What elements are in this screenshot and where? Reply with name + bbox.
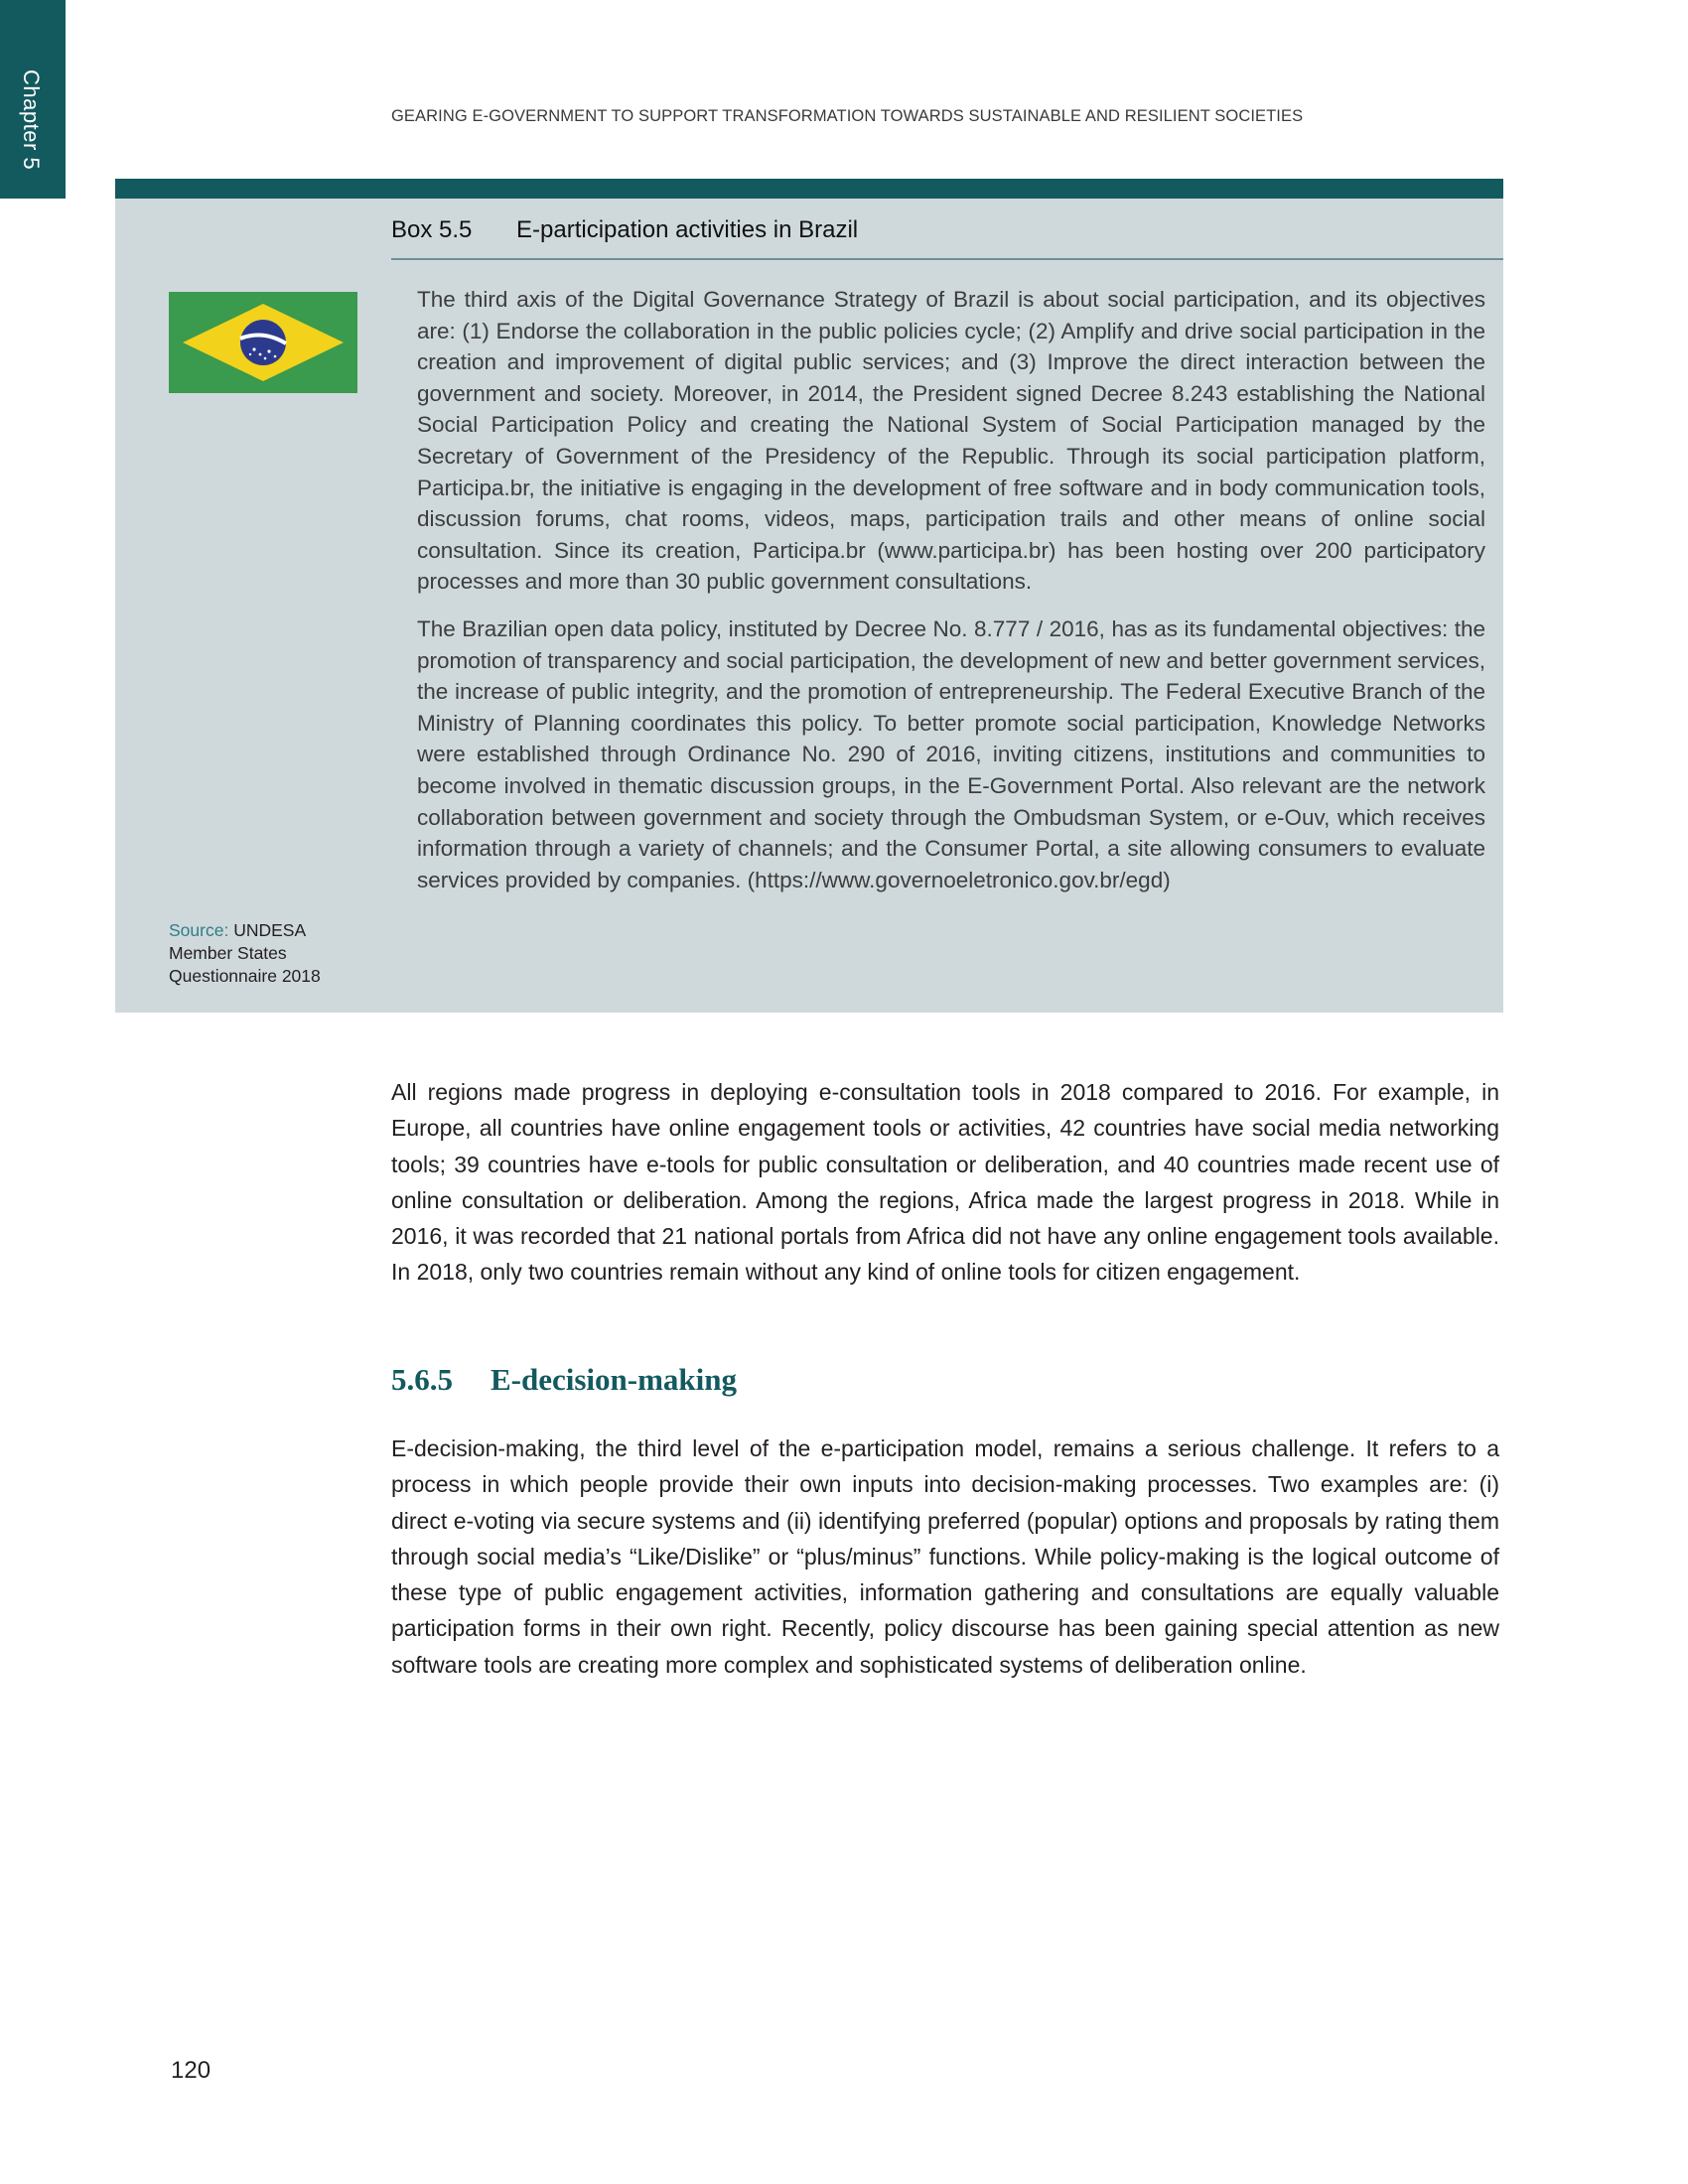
section-heading [391, 1362, 737, 1398]
body-paragraph-text: All regions made progress in deploying e-consultation tools in 2018 compared to 2016. For example, in Europe, all countries have online engagement tools or activities, 42 countries have social media networking tools; 39 countries have e-tools for public consultation or deliberation, and 40 countries made recent use of online consultation or deliberation. Among the regions, Africa made the largest progress in 2018. While in 2016, it was recorded that 21 national portals from Africa did not have any online engagement tools available. In 2018, only two countries remain without any kind of online tools for citizen engagement. [391, 1079, 1499, 1286]
chapter-tab [0, 0, 66, 199]
body-paragraph [391, 1074, 1499, 1291]
info-box [115, 179, 1503, 1013]
box-body [417, 284, 1485, 911]
running-header: GEARING E-GOVERNMENT TO SUPPORT TRANSFORMATION TOWARDS SUSTAINABLE AND RESILIENT SOCIETIES [391, 107, 1304, 125]
body-paragraph [391, 1431, 1499, 1683]
chapter-tab-label: Chapter 5 [19, 69, 44, 171]
section-title: E-decision-making [491, 1362, 738, 1397]
source-note [169, 919, 367, 988]
box-title-text: E-participation activities in Brazil [516, 216, 859, 243]
section-number: 5.6.5 [391, 1362, 453, 1397]
source-label: Source: [169, 920, 229, 940]
box-title [391, 216, 1503, 260]
box-number: Box 5.5 [391, 216, 473, 243]
page-number: 120 [171, 2057, 211, 2084]
box-paragraph: The third axis of the Digital Governance Strategy of Brazil is about social participation, and its objectives are: (1) Endorse the collaboration in the public policies cycle; (2) Amplify and drive social participation in the creation and improvement of digital public services; and (3) Improve the direct interaction between the government and society. Moreover, in 2014, the President signed Decree 8.243 establishing the National Social Participation Policy and creating the National System of Social Participation managed by the Secretary of Government of the Presidency of the Republic. Through its social participation platform, Participa.br, the initiative is engaging in the development of free software and in body communication tools, discussion forums, chat rooms, videos, maps, participation trails and other means of online social consultation. Since its creation, Participa.br (www.participa.br) has been hosting over 200 participatory processes and more than 30 public government consultations. [417, 287, 1485, 595]
box-paragraph: The Brazilian open data policy, instituted by Decree No. 8.777 / 2016, has as its fundamental objectives: the promotion of transparency and social participation, the development of new and better government services, the increase of public integrity, and the promotion of entrepreneurship. The Federal Executive Branch of the Ministry of Planning coordinates this policy. To better promote social participation, Knowledge Networks were established through Ordinance No. 290 of 2016, inviting citizens, institutions and communities to become involved in thematic discussion groups, in the E-Government Portal. Also relevant are the network collaboration between government and society through the Ombudsman System, or e-Ouv, which receives information through a variety of channels; and the Consumer Portal, a site allowing consumers to evaluate services provided by companies. (https://www.governoeletronico.gov.br/egd) [417, 615, 1485, 892]
brazil-flag-icon [169, 292, 357, 393]
source-text: UNDESA Member States Questionnaire 2018 [169, 920, 321, 986]
body-paragraph-text: E-decision-making, the third level of the e-participation model, remains a serious challenge. It refers to a process in which people provide their own inputs into decision-making processes. Two examples are: (i) direct e-voting via secure systems and (ii) identifying preferred (popular) options and proposals by rating them through social media’s “Like/Dislike” or “plus/minus” functions. While policy-making is the logical outcome of these type of public engagement activities, information gathering and consultations are equally valuable participation forms in their own right. Recently, policy discourse has been gaining special attention as new software tools are creating more complex and sophisticated systems of deliberation online. [391, 1435, 1499, 1678]
